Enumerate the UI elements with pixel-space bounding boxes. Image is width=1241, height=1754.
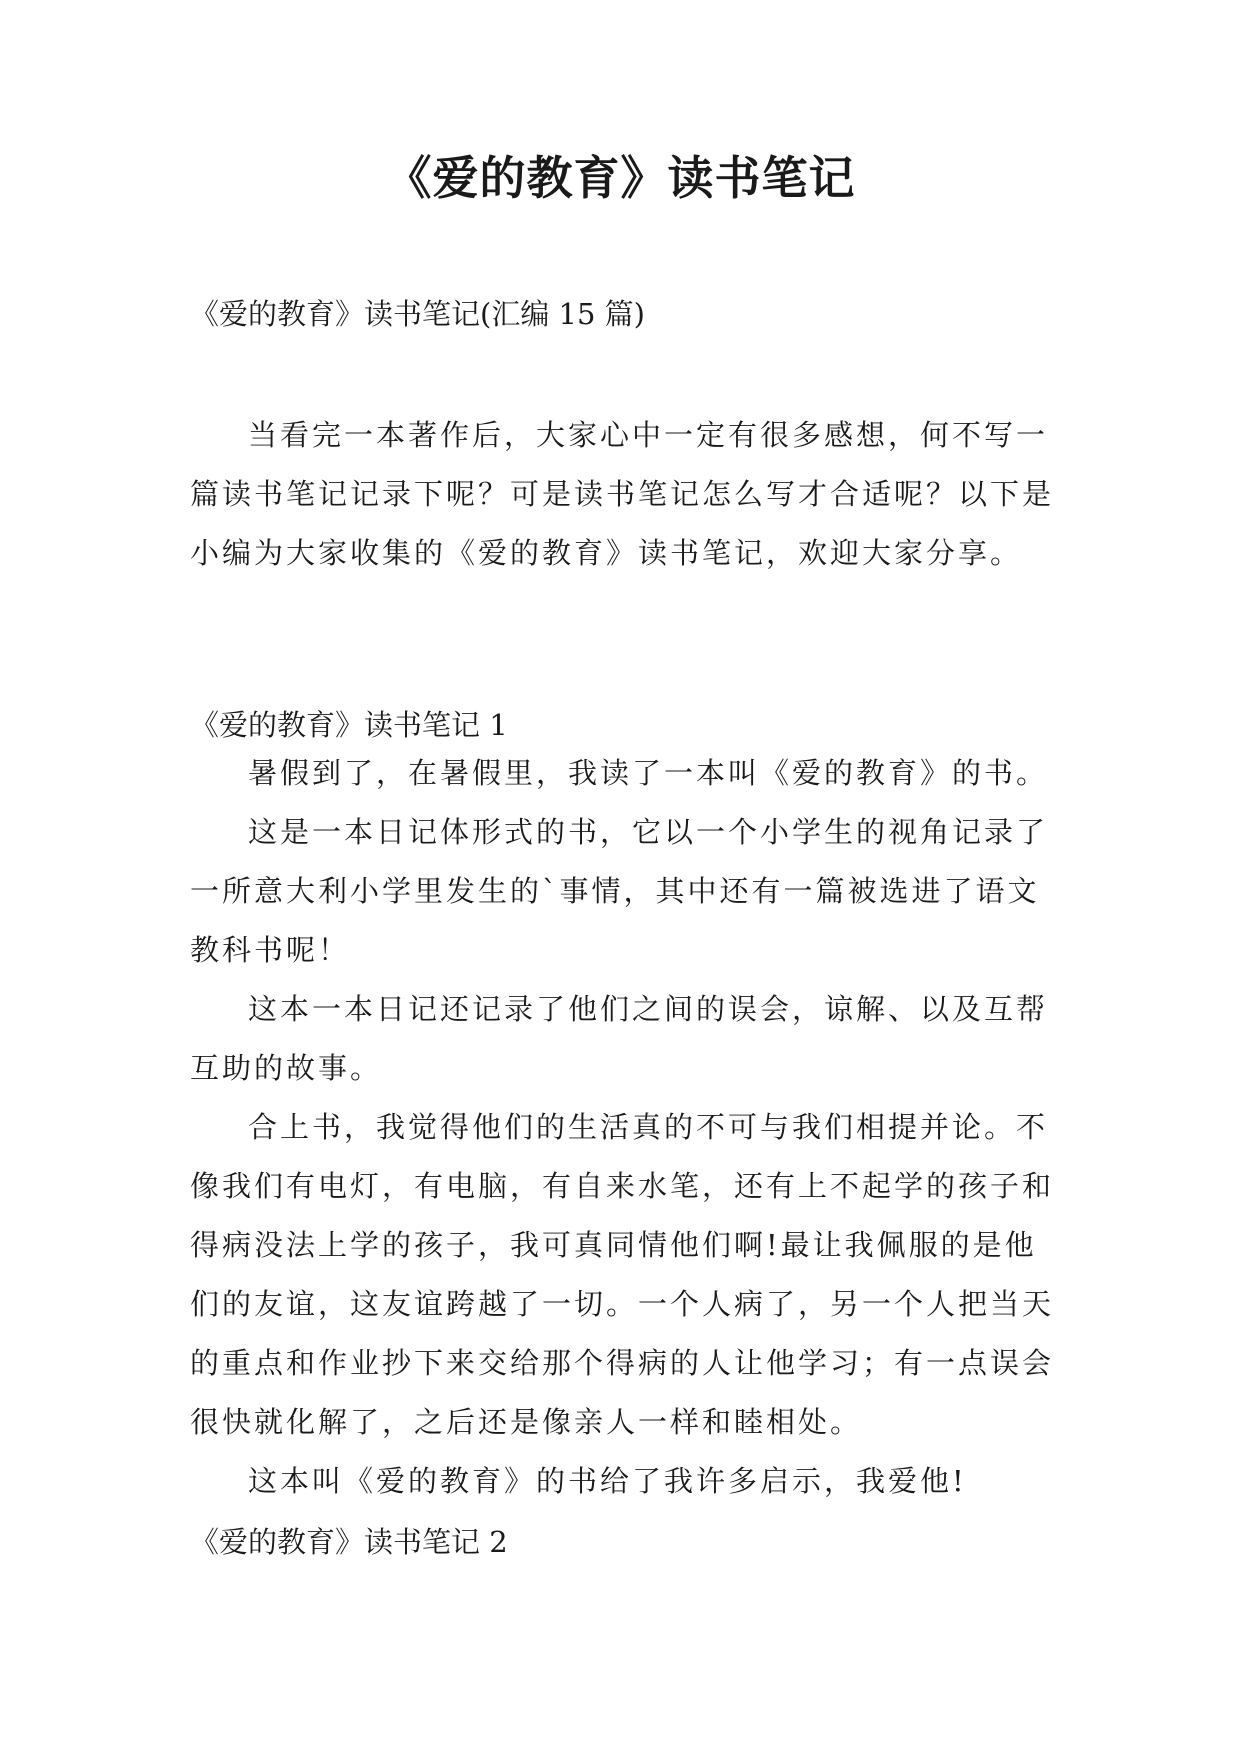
intro-block [190,406,1058,583]
paragraph: 这本一本日记还记录了他们之间的误会，谅解、以及互帮互助的故事。 [190,992,1049,1085]
section-heading-1: 《爱的教育》读书笔记 1 [190,708,508,742]
section-body-1 [190,744,1058,1511]
document-subtitle: 《爱的教育》读书笔记(汇编 15 篇) [190,297,645,331]
section-heading-2: 《爱的教育》读书笔记 2 [190,1525,508,1559]
intro-paragraph: 当看完一本著作后，大家心中一定有很多感想，何不写一篇读书笔记记录下呢？可是读书笔记怎么写才合适呢？以下是小编为大家收集的《爱的教育》读书笔记，欢迎大家分享。 [190,418,1055,570]
paragraph: 合上书，我觉得他们的生活真的不可与我们相提并论。不像我们有电灯，有电脑，有自来水笔，还有上不起学的孩子和得病没法上学的孩子，我可真同情他们啊!最让我佩服的是他们的友谊，这友谊跨越了一切。一个人病了，另一个人把当天的重点和作业抄下来交给那个得病的人让他学习；有一点误会很快就化解了，之后还是像亲人一样和睦相处。 [190,1110,1055,1439]
paragraph: 这本叫《爱的教育》的书给了我许多启示，我爱他! [248,1464,967,1498]
page-title: 《爱的教育》读书笔记 [385,151,856,205]
paragraph: 这是一本日记体形式的书，它以一个小学生的视角记录了一所意大利小学里发生的`事情，其中还有一篇被选进了语文教科书呢！ [190,815,1049,967]
paragraph: 暑假到了，在暑假里，我读了一本叫《爱的教育》的书。 [248,756,1049,790]
